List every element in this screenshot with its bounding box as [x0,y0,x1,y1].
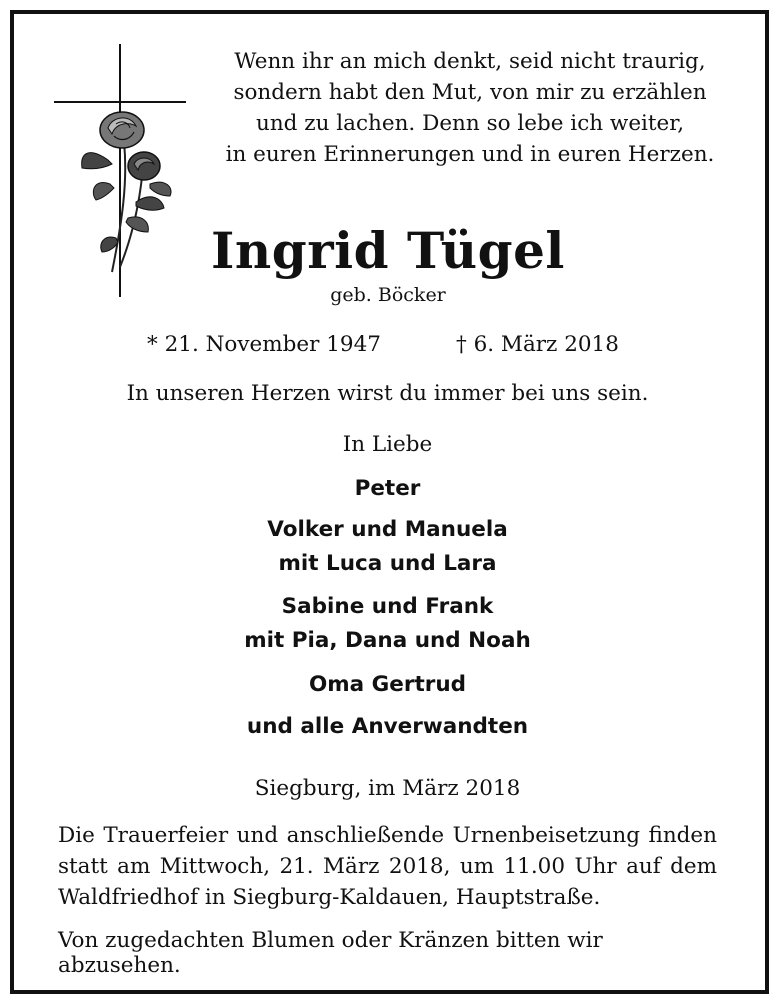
maiden-name: geb. Böcker [330,284,446,306]
mourner-line: mit Pia, Dana und Noah [244,628,531,653]
funeral-notice [58,820,717,913]
deceased-name: Ingrid Tügel [211,221,565,280]
notice-line: Waldfriedhof in Siegburg-Kaldauen, Hauptstraße. [58,885,601,910]
quote-line: sondern habt den Mut, von mir zu erzählen [233,80,707,105]
mourner-line: Oma Gertrud [308,672,467,697]
mourner-line: mit Luca und Lara [278,551,497,576]
mourner-group [30,710,745,744]
death-date: † 6. März 2018 [456,332,619,357]
motto: In unseren Herzen wirst du immer bei uns sein. [126,381,649,406]
mourner-line: und alle Anverwandten [246,714,529,739]
quote-line: und zu lachen. Denn so lebe ich weiter, [255,111,685,136]
flowers-request: Von zugedachten Blumen oder Kränzen bitten wir abzusehen. [58,928,603,978]
opening-quote [200,46,740,170]
mourners-intro: In Liebe [342,432,433,457]
notice-line: Die Trauerfeier und anschließende Urnenbeisetzung finden [58,823,717,848]
mourner-line: Peter [354,476,421,501]
mourner-group [30,513,745,581]
mourner-group [30,668,745,702]
notice-line: statt am Mittwoch, 21. März 2018, um 11.00 Uhr auf dem [58,854,717,879]
mourner-group [30,590,745,658]
place-date: Siegburg, im März 2018 [254,776,521,801]
mourner-line: Sabine und Frank [281,594,494,619]
quote-line: Wenn ihr an mich denkt, seid nicht traurig, [234,49,706,74]
mourner-group [30,472,745,506]
quote-line: in euren Erinnerungen und in euren Herzen. [225,142,715,167]
birth-date: * 21. November 1947 [147,332,381,357]
mourner-line: Volker und Manuela [267,517,508,542]
